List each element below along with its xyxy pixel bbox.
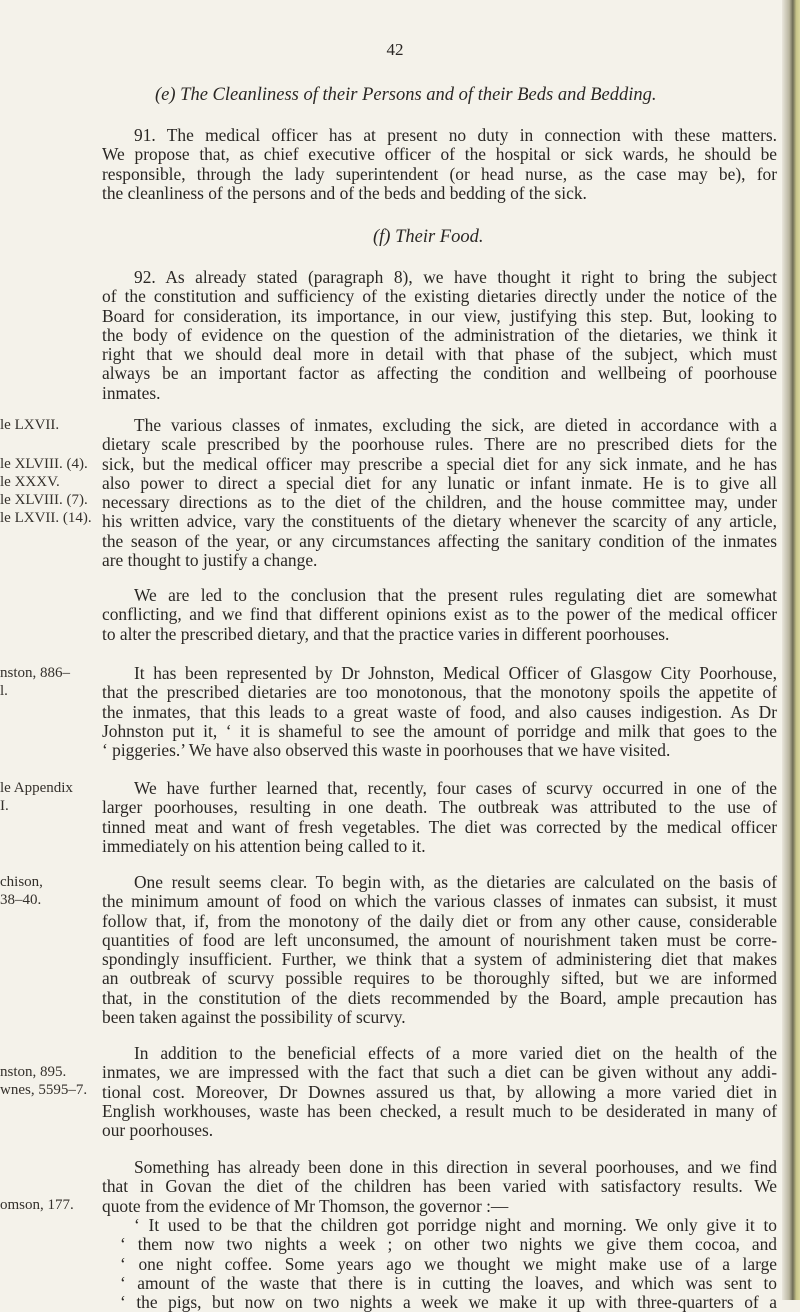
- text-line: of the constitution and sufficiency of the existing dietaries directly under the notice of the: [102, 286, 777, 307]
- paragraph-92: [102, 268, 777, 403]
- text-line: 91. The medical officer has at present no duty in connection with these matters.: [134, 125, 777, 145]
- paragraph-91: [102, 126, 777, 203]
- text-line: inmates, we are impressed with the fact that such a diet can be given without any addi-: [102, 1062, 777, 1083]
- text-line: One result seems clear. To begin with, as the dietaries are calculated on the basis of: [134, 872, 777, 892]
- margin-note-line: 38–40.: [0, 892, 42, 908]
- margin-note-line: le XXXV.: [0, 474, 60, 490]
- text-line: Something has already been done in this direction in several poorhouses, and we find: [134, 1157, 777, 1177]
- text-line: follow that, if, from the monotony of the daily diet or from any other cause, considerable: [102, 910, 777, 931]
- text-line: It has been represented by Dr Johnston, Medical Officer of Glasgow City Poorhouse,: [134, 663, 777, 683]
- margin-note-line: nston, 886–: [0, 665, 71, 681]
- text-line: always be an important factor as affecting the condition and wellbeing of poorhouse: [102, 363, 777, 384]
- text-line: been taken against the possibility of scurvy.: [102, 1007, 406, 1028]
- section-heading-e: (e) The Cleanliness of their Persons and of their Beds and Bedding.: [155, 85, 657, 105]
- section-heading-f: (f) Their Food.: [373, 227, 484, 247]
- paragraph-scurvy: [102, 779, 777, 856]
- text-line: sick, but the medical officer may prescribe a special diet for any sick inmate, and he has: [102, 453, 777, 474]
- text-line: quantities of food are left unconsumed, the amount of nourishment taken must be corre-: [102, 929, 777, 950]
- text-line: that the prescribed dietaries are too monotonous, that the monotony spoils the appetite of: [102, 682, 777, 703]
- margin-note: [0, 1063, 98, 1099]
- margin-note-line: le Appendix: [0, 780, 73, 796]
- text-line: spondingly insufficient. Further, we think that a system of administering diet that makes: [102, 949, 777, 970]
- margin-note: [0, 1196, 98, 1214]
- text-line: the season of the year, or any circumstances affecting the sanitary condition of the inmates: [102, 530, 777, 551]
- margin-note-line: le LXVII.: [0, 417, 60, 433]
- text-line: We are led to the conclusion that the present rules regulating diet are somewhat: [134, 585, 777, 605]
- paragraph-johnston: [102, 664, 777, 760]
- margin-note-line: l.: [0, 683, 8, 699]
- text-line: The various classes of inmates, excluding the sick, are dieted in accordance with a: [134, 415, 777, 435]
- text-line: In addition to the beneficial effects of a more varied diet on the health of the: [134, 1043, 777, 1063]
- margin-note: [0, 779, 98, 815]
- margin-note-line: omson, 177.: [0, 1197, 74, 1213]
- page-number: 42: [386, 40, 404, 59]
- text-line: responsible, through the lady superintendent (or head nurse, as the case may be), for: [102, 163, 777, 184]
- margin-note-line: le XLVIII. (7).: [0, 492, 88, 508]
- text-line: the inmates, that this leads to a great waste of food, and also causes indigestion. As Dr: [102, 701, 777, 722]
- text-line: his written advice, vary the constituents of the dietary whenever the scarcity of any article,: [102, 511, 777, 532]
- margin-note: [0, 455, 98, 527]
- margin-note-line: wnes, 5595–7.: [0, 1082, 88, 1098]
- quote-line: ‘ amount of the waste that there is in cutting the loaves, and which was sent to: [120, 1272, 777, 1293]
- text-line: that in Govan the diet of the children has been varied with satisfactory results. We: [102, 1176, 777, 1197]
- text-line: the minimum amount of food on which the various classes of inmates can subsist, it must: [102, 891, 777, 912]
- paragraph-result: [102, 873, 777, 1027]
- text-line: also power to direct a special diet for any lunatic or infant inmate. He is to give all: [102, 472, 777, 493]
- margin-note: [0, 664, 98, 700]
- quote-line: ‘ the pigs, but now on two nights a week we make it up with three-quarters of a: [120, 1292, 777, 1312]
- margin-note-line: nston, 895.: [0, 1064, 67, 1080]
- text-line: quote from the evidence of Mr Thomson, the governor :—: [102, 1195, 509, 1216]
- margin-note: [0, 416, 98, 434]
- page-edge: [782, 0, 800, 1300]
- margin-note-line: chison,: [0, 874, 43, 890]
- quote-line: ‘ them now two nights a week ; on other two nights we give them cocoa, and: [120, 1234, 777, 1255]
- text-line: are thought to justify a change.: [102, 550, 318, 571]
- paragraph-classes: [102, 416, 777, 570]
- margin-note: [0, 873, 98, 909]
- text-line: the body of evidence on the question of the administration of the dietaries, we think it: [102, 324, 777, 345]
- paragraph-something: [102, 1158, 777, 1216]
- text-line: Johnston put it, ‘ it is shameful to see the amount of porridge and milk that goes to the: [102, 720, 777, 741]
- text-line: dietary scale prescribed by the poorhouse rules. There are no prescribed diets for the: [102, 434, 777, 455]
- margin-note-line: I.: [0, 798, 9, 814]
- quote-line: ‘ It used to be that the children got porridge night and morning. We only give it to: [134, 1215, 777, 1235]
- text-line: inmates.: [102, 382, 161, 403]
- text-line: ‘ piggeries.’ We have also observed this waste in poorhouses that we have visited.: [102, 740, 671, 761]
- text-line: the cleanliness of the persons and of the beds and bedding of the sick.: [102, 182, 587, 203]
- text-line: Board for consideration, its importance, in our view, justifying this step. But, looking to: [102, 305, 777, 326]
- text-line: right that we should deal more in detail with that phase of the subject, which must: [102, 344, 777, 365]
- text-line: that, in the constitution of the diets recommended by the Board, ample precaution has: [102, 987, 777, 1008]
- paragraph-led: [102, 586, 777, 644]
- text-line: necessary directions as to the diet of the children, and the house committee may, under: [102, 492, 777, 513]
- text-line: immediately on his attention being called to it.: [102, 835, 426, 856]
- text-line: tinned meat and want of fresh vegetables. The diet was corrected by the medical officer: [102, 816, 777, 837]
- text-line: tional cost. Moreover, Dr Downes assured us that, by allowing a more varied diet in: [102, 1081, 777, 1102]
- text-line: our poorhouses.: [102, 1120, 214, 1141]
- paragraph-addition: [102, 1044, 777, 1140]
- text-line: 92. As already stated (paragraph 8), we have thought it right to bring the subject: [134, 267, 777, 287]
- text-line: larger poorhouses, resulting in one death. The outbreak was attributed to the use of: [102, 797, 777, 818]
- quote-line: ‘ one night coffee. Some years ago we thought we might make use of a large: [120, 1253, 777, 1274]
- text-line: conflicting, and we find that different opinions exist as to the power of the medical officer: [102, 604, 777, 625]
- text-line: an outbreak of scurvy possible requires to be thoroughly sifted, but we are informed: [102, 968, 777, 989]
- text-line: We propose that, as chief executive officer of the hospital or sick wards, he should be: [102, 144, 777, 165]
- margin-note-line: le XLVIII. (4).: [0, 456, 88, 472]
- text-line: English workhouses, waste has been checked, a result much to be desiderated in many of: [102, 1100, 777, 1121]
- text-line: to alter the prescribed dietary, and that the practice varies in different poorhouses.: [102, 623, 670, 644]
- quote-thomson: [102, 1216, 777, 1312]
- margin-note-line: le LXVII. (14).: [0, 510, 92, 526]
- text-line: We have further learned that, recently, four cases of scurvy occurred in one of the: [134, 778, 777, 798]
